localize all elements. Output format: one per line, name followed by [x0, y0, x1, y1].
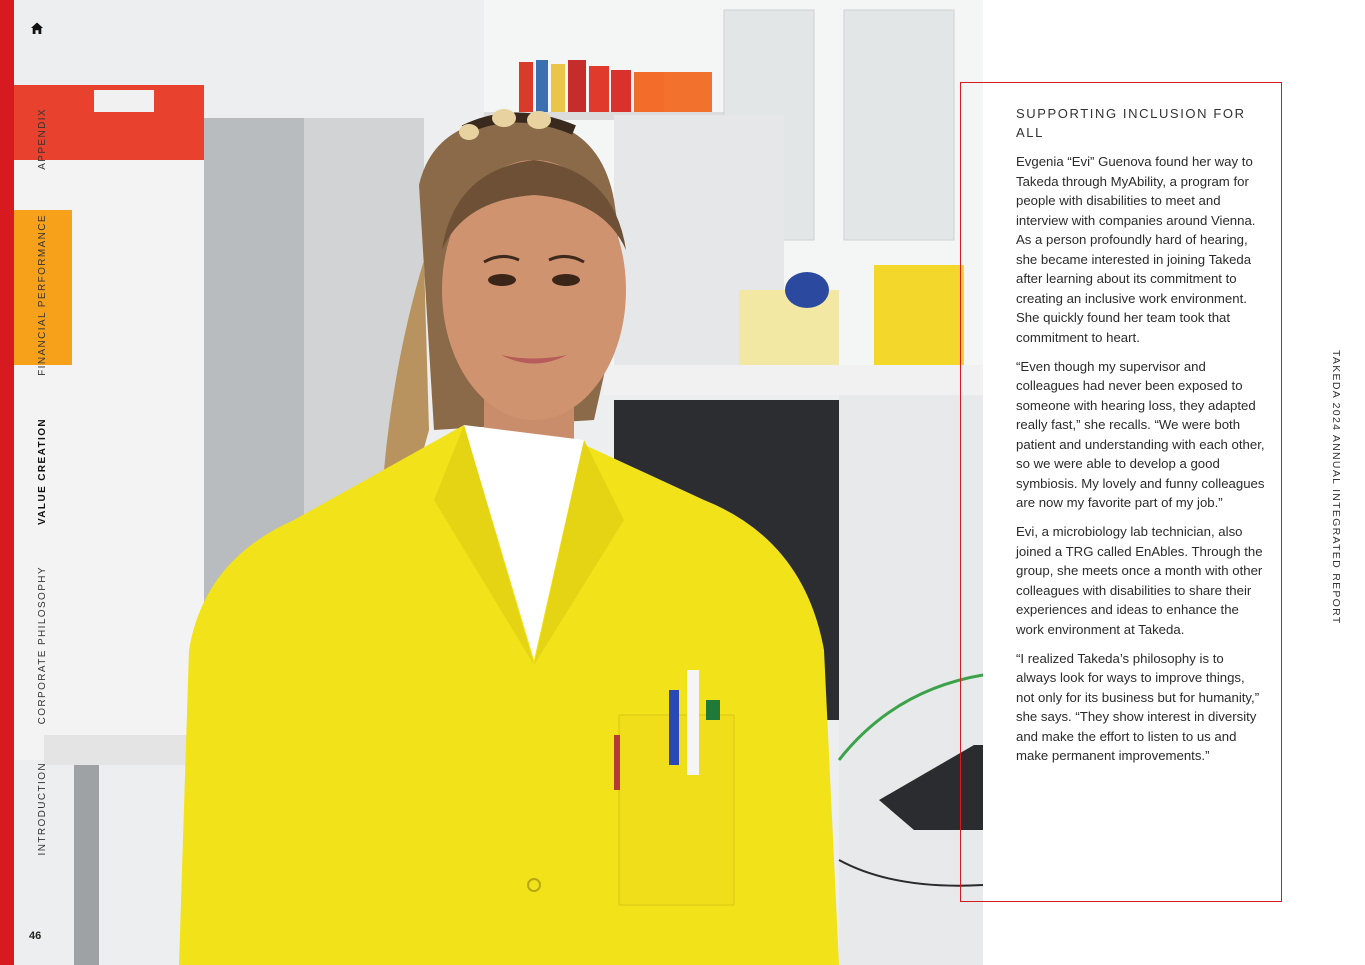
article-title: SUPPORTING INCLUSION FOR ALL	[1016, 106, 1246, 140]
nav-item-corporate-philosophy[interactable]: CORPORATE PHILOSOPHY	[37, 566, 48, 725]
nav-item-financial-performance[interactable]: FINANCIAL PERFORMANCE	[37, 214, 48, 376]
article-paragraph: Evi, a microbiology lab technician, also joined a TRG called EnAbles. Through the group, she meets once a month with other colleagues with disabilities to share their experiences and ideas to enhance the work environment at Takeda.	[1016, 524, 1263, 637]
photo-illustration	[14, 0, 983, 965]
article	[1016, 104, 1266, 775]
lab-technician-photo	[14, 0, 983, 965]
article-paragraph: “Even though my supervisor and colleagues had never been exposed to someone with hearing loss, they adapted really fast,” she recalls. “We were both patient and understanding with each other, so we were able to develop a good symbiosis. My lovely and funny colleagues are now my favorite part of my job.”	[1016, 358, 1265, 510]
page-number: 46	[29, 930, 42, 942]
accent-bar	[0, 0, 14, 965]
section-navigation	[14, 0, 60, 965]
article-paragraph: “I realized Takeda’s philosophy is to always look for ways to improve things, not only for its business but for humanity,” she says. “They show interest in diversity and make the effort to listen to us and make permanent improvements.”	[1016, 650, 1260, 763]
nav-item-introduction[interactable]: INTRODUCTION	[37, 762, 48, 856]
nav-item-appendix[interactable]: APPENDIX	[37, 108, 48, 170]
running-header: TAKEDA 2024 ANNUAL INTEGRATED REPORT	[1330, 350, 1342, 625]
article-paragraph: Evgenia “Evi” Guenova found her way to Takeda through MyAbility, a program for people with disabilities to meet and interview with companies around Vienna. As a person profoundly hard of hearing, she became interested in joining Takeda after learning about its commitment to creating an inclusive work environment. She quickly found her team took that commitment to heart.	[1016, 154, 1256, 345]
nav-item-value-creation[interactable]: VALUE CREATION	[37, 418, 48, 526]
